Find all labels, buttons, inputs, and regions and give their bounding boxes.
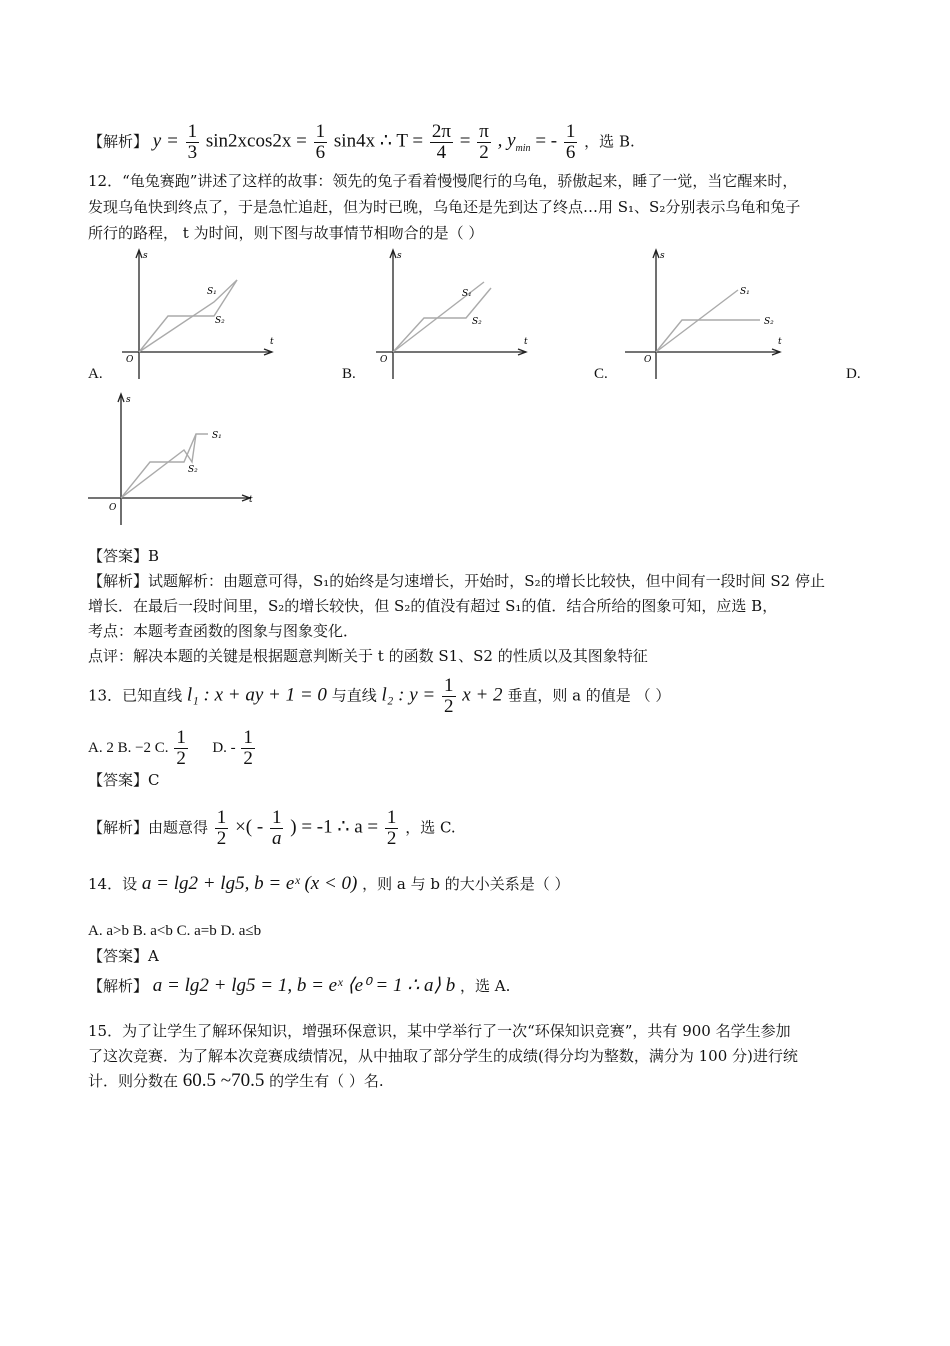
q13-options [88,728,257,769]
expr-period: sin4x ∴ T = [333,130,424,152]
s1-label: S₁ [462,289,472,299]
q12-comment: 点评：解决本题的关键是根据题意判断关于 t 的函数 S1、S2 的性质以及其图象特征 [88,647,648,665]
s2-label: S₂ [764,317,774,327]
axis-label-s: s [126,395,131,405]
y-equals: y = [152,130,179,152]
q12-answer: 【答案】B [88,547,160,565]
q13-answer: 【答案】C [88,771,160,789]
q11-explanation [88,122,635,163]
axis-label-s: s [660,251,665,261]
fraction: $\frac{1}{2}$ [444,675,454,717]
score-range: 60.5 ~70.5 [182,1070,265,1091]
equals-minus: = - [535,130,558,152]
choice-note: ，选 C. [405,818,456,837]
axis-label-t: t [778,337,782,347]
fraction: $\frac{1}{2}$ [216,807,227,849]
origin-label: O [126,355,134,365]
q14-suffix: ，则 a 与 b 的大小关系是（ ） [362,875,570,893]
s1-label: S₁ [212,431,222,441]
option-d: D. [846,366,861,382]
q12-explanation-1: 【解析】试题解析：由题意可得，S₁的始终是匀速增长，开始时，S₂的增长比较快，但中间有一段时间 S2 停止 [88,572,825,590]
analysis-tag: 【解析】 [88,132,149,151]
fraction: $\frac{\pi}{2}$ [479,121,489,163]
fraction: $\frac{1}{2}$ [386,807,397,849]
q12-line2: 发现乌龟快到终点了，于是急忙追赶，但为时已晚，乌龟还是先到达了终点…用 S₁、S₂分别表示乌龟和兔子 [88,198,801,216]
q14-derivation: a = lg2 + lg5 = 1, b = eˣ ⟨e⁰ = 1 ∴ a⟩ b [152,975,456,996]
fraction: $\frac{1}{6}$ [565,121,576,163]
q12-knowledge-point: 考点：本题考查函数的图象与图象变化． [88,622,359,640]
axis-label-s: s [143,251,148,261]
analysis-tag: 【解析】 [88,977,149,995]
axis-label-t: t [249,495,253,505]
option-a: A. [88,366,103,382]
choice-note: ，选 A. [460,977,511,995]
fraction: $\frac{2\pi}{4}$ [431,121,451,163]
q14-stem [88,873,570,895]
q14-answer: 【答案】A [88,947,159,965]
q15-suffix: 的学生有（ ）名. [269,1072,384,1090]
origin-label: O [380,355,388,365]
s2-label: S₂ [472,317,482,327]
equals: = [459,130,471,152]
q14-options: A. a>b B. a<b C. a=b D. a≤b [88,923,262,939]
analysis-tag: 【解析】由题意得 [88,818,209,837]
fraction: $\frac{1}{6}$ [315,121,326,163]
expr: ) = -1 ∴ a = [290,816,379,838]
q14-explanation [88,975,510,997]
fraction: $\frac{1}{2}$ [176,727,186,769]
choice-note: ，选 B. [584,132,635,151]
axis-label-s: s [397,251,402,261]
expr: ×( - [235,816,264,838]
origin-label: O [109,503,117,513]
fraction: $\frac{1}{3}$ [187,121,198,163]
q15-line2: 了这次竞赛．为了解本次竞赛成绩情况，从中抽取了部分学生的成绩(得分均为整数，满分为 100 分)进行统 [88,1047,798,1065]
q14-expression: a = lg2 + lg5, b = eˣ (x < 0) [141,873,358,894]
line-l1: l₁ : x + ay + 1 = 0 [186,684,327,706]
y-min: , $y_{min}$ [497,130,531,155]
q13-prefix: 13．已知直线 [88,686,183,705]
q15-prefix: 计．则分数在 [88,1072,179,1090]
axis-label-t: t [524,337,528,347]
option-b: B. [342,366,356,382]
q15-line3 [88,1070,384,1092]
fraction: $\frac{1}{2}$ [243,727,253,769]
axis-label-t: t [270,337,274,347]
q13-explanation [88,808,456,849]
s2-label: S₂ [215,316,225,326]
graph-b [366,244,536,384]
q13-stem [88,676,670,717]
q15-line1: 15．为了让学生了解环保知识，增强环保意识，某中学举行了一次“环保知识竞赛”，共有 900 名学生参加 [88,1022,791,1040]
options-abc: A. 2 B. −2 C. [88,739,169,756]
origin-label: O [644,355,652,365]
fraction: $\frac{1}{a}$ [271,807,282,849]
q12-line3: 所行的路程， t 为时间，则下图与故事情节相吻合的是（ ） [88,224,484,242]
s1-label: S₁ [740,287,750,297]
line-l2-tail: x + 2 [462,684,503,706]
option-c: C. [594,366,608,382]
q13-suffix: 垂直，则 a 的值是 （ ） [507,686,671,705]
q13-connector: 与直线 [331,686,377,705]
q12-explanation-2: 增长．在最后一段时间里，S₂的增长较快，但 S₂的值没有超过 S₁的值．结合所给的图象可知，应选 B， [88,597,778,615]
q12-line1: 12．“龟兔赛跑”讲述了这样的故事：领先的兔子看着慢慢爬行的乌龟，骄傲起来，睡了一觉，当它醒来时， [88,172,798,190]
expr-sin: sin2xcos2x = [205,130,307,152]
s2-label: S₂ [188,465,198,475]
line-l2: l₂ : y = [381,684,436,706]
graph-c [620,244,790,384]
s1-label: S₁ [207,287,217,297]
graph-a [112,244,282,384]
option-d: D. - [212,739,236,756]
q14-prefix: 14．设 [88,875,138,893]
graph-d [84,390,264,530]
